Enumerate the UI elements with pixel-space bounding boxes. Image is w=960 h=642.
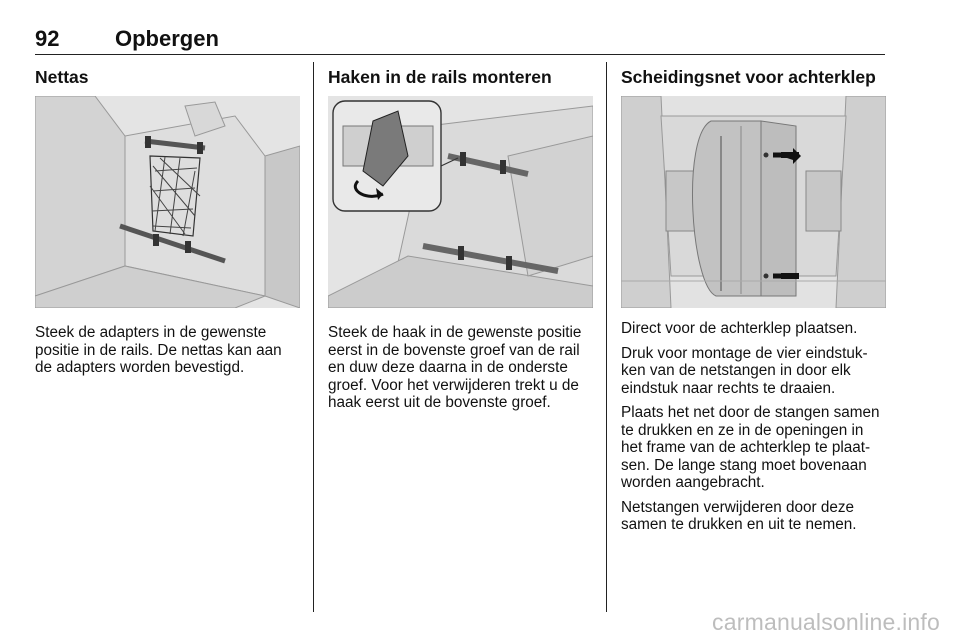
chapter-title: Opbergen	[115, 26, 219, 51]
page-number: 92	[35, 26, 60, 51]
column-divider	[606, 62, 607, 612]
body-text: Netstangen verwijderen door deze samen te drukken en uit te nemen.	[621, 498, 857, 533]
section-heading: Nettas	[35, 67, 89, 87]
tailgate-net-illustration	[621, 96, 886, 308]
watermark: carmanualsonline.info	[712, 609, 940, 635]
tailgate-net-drawing	[621, 96, 886, 308]
page-header	[35, 26, 885, 52]
column-divider	[313, 62, 314, 612]
body-text: Steek de haak in de gewenste positie eerst in de bovenste groef van de rail en duw deze daarna in de onderste groef. Voor het verwijderen trekt u de haak eerst uit de bovenste groef.	[328, 324, 582, 411]
cargo-net-drawing	[35, 96, 300, 308]
hook-rail-illustration	[328, 96, 593, 308]
section-nettas	[35, 60, 300, 377]
section-heading: Scheidingsnet voor achterklep	[621, 67, 876, 87]
section-heading: Haken in de rails monteren	[328, 67, 552, 87]
body-text: Plaats het net door de stangen samen te drukken en ze in de openingen in het frame van de achterklep te plaat-sen. De lange stang moet bovenaan worden aangebracht.	[621, 404, 880, 491]
body-text: Direct voor de achterklep plaatsen.	[621, 320, 858, 337]
hook-rail-drawing	[328, 96, 593, 308]
body-text: Druk voor montage de vier eindstuk-ken van de netstangen in door elk eindstuk naar rechts te draaien.	[621, 344, 868, 397]
body-text: Steek de adapters in de gewenste positie in de rails. De nettas kan aan de adapters worden bevestigd.	[35, 324, 282, 376]
section-haken	[328, 60, 593, 412]
header-rule	[35, 54, 885, 55]
cargo-net-illustration	[35, 96, 300, 308]
section-scheidingsnet	[621, 60, 886, 534]
